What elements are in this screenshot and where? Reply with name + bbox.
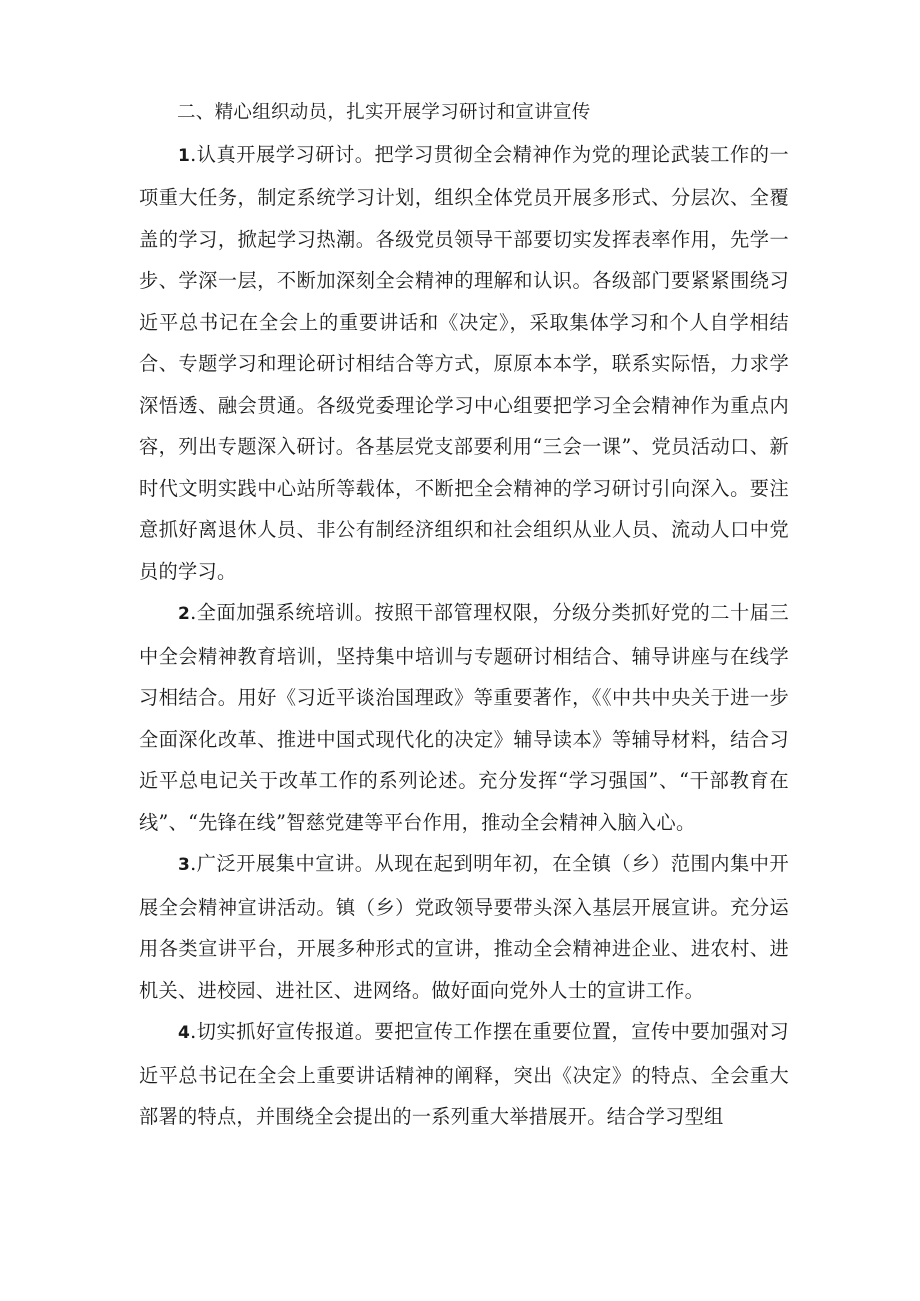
- paragraph-text: .认真开展学习研讨。把学习贯彻全会精神作为党的理论武装工作的一项重大任务，制定系统学习计划，组织全体党员开展多形式、分层次、全覆盖的学习，掀起学习热潮。各级党员领导干部要切实发挥表率作用，先学一步、学深一层，不断加深刻全会精神的理解和认识。各级部门要紧紧围绕习近平总书记在全会上的重要讲话和《决定》，采取集体学习和个人自学相结合、专题学习和理论研讨相结合等方式，原原本本学，联系实际悟，力求学深悟透、融会贯通。各级党委理论学习中心组要把学习全会精神作为重点内容，列出专题深入研讨。各基层党支部要利用“三会一课”、党员活动口、新时代文明实践中心站所等载体，不断把全会精神的学习研讨引向深入。要注意抓好离退休人员、非公有制经济组织和社会组织从业人员、流动人口中党员的学习。: [139, 142, 789, 583]
- section-heading: 二、精心组织动员，扎实开展学习研讨和宣讲宣传: [177, 102, 591, 123]
- paragraph-text: .广泛开展集中宣讲。从现在起到明年初，在全镇（乡）范围内集中开展全会精神宣讲活动。镇（乡）党政领导要带头深入基层开展宣讲。充分运用各类宣讲平台，开展多种形式的宣讲，推动全会精神进企业、进农村、进机关、进校园、进社区、进网络。做好面向党外人士的宣讲工作。: [139, 852, 789, 1002]
- paragraph-number: 4: [178, 1023, 191, 1043]
- paragraph-publicity-reporting: [139, 1011, 789, 1138]
- document-body: [139, 92, 789, 1138]
- paragraph-text: .切实抓好宣传报道。要把宣传工作摆在重要位置，宣传中要加强对习近平总书记在全会上重要讲话精神的阐释，突出《决定》的特点、全会重大部署的特点，并围绕全会提出的一系列重大举措展开。结合学习型组: [139, 1020, 789, 1128]
- paragraph-centralized-lectures: [139, 843, 789, 1011]
- paragraph-number: 1: [178, 145, 191, 166]
- paragraph-study-discussion: [139, 134, 789, 593]
- paragraph-text: .全面加强系统培训。按照干部管理权限，分级分类抓好党的二十届三中全会精神教育培训，坚持集中培训与专题研讨相结合、辅导讲座与在线学习相结合。用好《习近平谈治国理政》等重要著作，《《中共中央关于进一步全面深化改革、推进中国式现代化的决定》辅导读本》等辅导材料，结合习近平总电记关于改革工作的系列论述。充分发挥“学习强国”、“干部教育在线”、“先锋在线”智慈党建等平台作用，推动全会精神入脑入心。: [139, 601, 789, 834]
- paragraph-number: 3: [178, 855, 191, 875]
- paragraph-number: 2: [178, 604, 191, 624]
- paragraph-system-training: [139, 592, 789, 843]
